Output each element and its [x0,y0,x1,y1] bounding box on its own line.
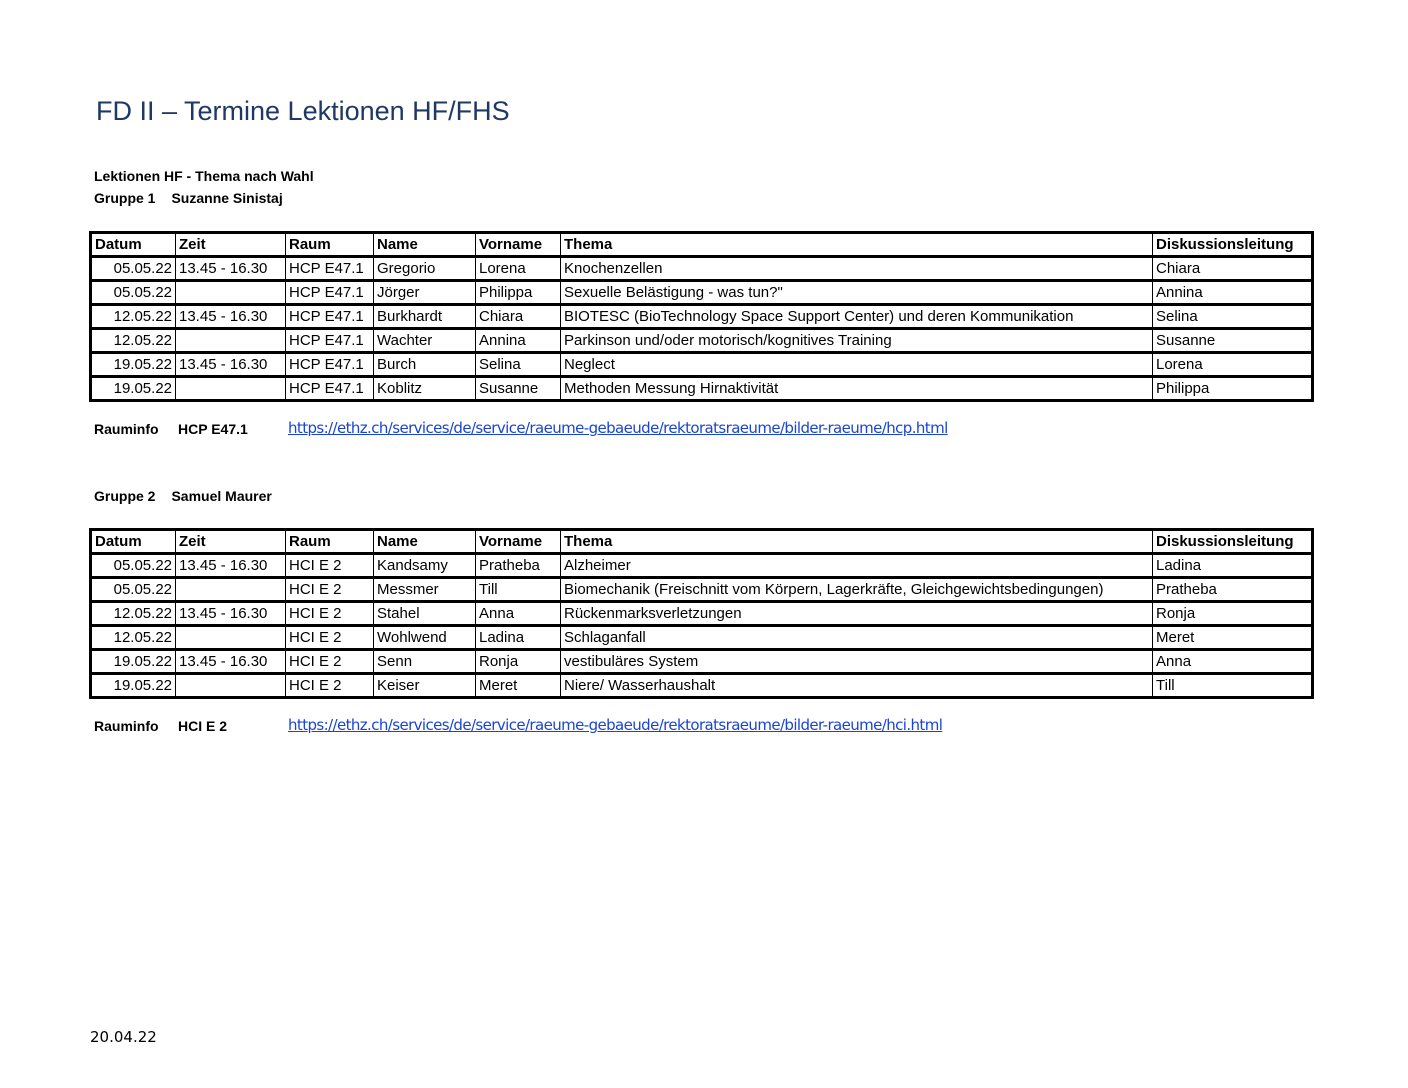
cell-zeit: 13.45 - 16.30 [176,602,286,626]
cell-datum: 12.05.22 [91,626,176,650]
cell-raum: HCI E 2 [286,578,374,602]
cell-name: Wohlwend [374,626,476,650]
cell-name: Koblitz [374,377,476,401]
cell-raum: HCI E 2 [286,650,374,674]
table-row [91,329,1313,353]
table-body [91,257,1313,401]
cell-vorname: Lorena [476,257,561,281]
cell-leitung: Meret [1153,626,1313,650]
cell-vorname: Till [476,578,561,602]
cell-raum: HCP E47.1 [286,281,374,305]
cell-zeit: 13.45 - 16.30 [176,257,286,281]
cell-vorname: Pratheba [476,554,561,578]
cell-leitung: Pratheba [1153,578,1313,602]
column-header: Name [374,233,476,257]
cell-datum: 19.05.22 [91,377,176,401]
cell-datum: 05.05.22 [91,578,176,602]
cell-thema: Biomechanik (Freischnitt vom Körpern, Lagerkräfte, Gleichgewichtsbedingungen) [561,578,1153,602]
table-row [91,554,1313,578]
table-row [91,578,1313,602]
cell-name: Jörger [374,281,476,305]
cell-vorname: Annina [476,329,561,353]
cell-name: Burch [374,353,476,377]
cell-datum: 05.05.22 [91,281,176,305]
cell-name: Wachter [374,329,476,353]
cell-datum: 12.05.22 [91,305,176,329]
section-subtitle: Lektionen HF - Thema nach Wahl [94,168,314,184]
cell-leitung: Philippa [1153,377,1313,401]
rauminfo-label: Rauminfo [94,421,159,437]
footer-date: 20.04.22 [90,1028,157,1046]
cell-zeit: 13.45 - 16.30 [176,554,286,578]
cell-thema: Knochenzellen [561,257,1153,281]
cell-datum: 05.05.22 [91,257,176,281]
cell-zeit [176,377,286,401]
column-header: Raum [286,530,374,554]
table-row [91,353,1313,377]
cell-datum: 05.05.22 [91,554,176,578]
cell-name: Burkhardt [374,305,476,329]
column-header: Datum [91,530,176,554]
cell-name: Gregorio [374,257,476,281]
table-row [91,257,1313,281]
cell-zeit [176,674,286,698]
cell-name: Keiser [374,674,476,698]
rauminfo-label: Rauminfo [94,718,159,734]
table-header-row [91,530,1313,554]
cell-vorname: Chiara [476,305,561,329]
cell-datum: 12.05.22 [91,329,176,353]
cell-thema: Alzheimer [561,554,1153,578]
cell-leitung: Selina [1153,305,1313,329]
table-row [91,674,1313,698]
column-header: Zeit [176,233,286,257]
group2-label: Gruppe 2 [94,488,156,504]
group2-rauminfo [94,718,228,734]
cell-thema: vestibuläres System [561,650,1153,674]
cell-leitung: Ladina [1153,554,1313,578]
cell-datum: 19.05.22 [91,650,176,674]
cell-thema: Methoden Messung Hirnaktivität [561,377,1153,401]
group1-room-link[interactable]: https://ethz.ch/services/de/service/raeume-gebaeude/rektoratsraeume/bilder-raeume/hcp.html [288,419,948,437]
cell-vorname: Susanne [476,377,561,401]
cell-raum: HCI E 2 [286,626,374,650]
cell-zeit: 13.45 - 16.30 [176,353,286,377]
cell-vorname: Philippa [476,281,561,305]
cell-name: Stahel [374,602,476,626]
column-header: Zeit [176,530,286,554]
table-row [91,305,1313,329]
cell-leitung: Lorena [1153,353,1313,377]
group1-schedule-table [89,231,1314,402]
table-row [91,602,1313,626]
cell-zeit: 13.45 - 16.30 [176,650,286,674]
group2-heading [94,488,272,504]
cell-thema: BIOTESC (BioTechnology Space Support Center) und deren Kommunikation [561,305,1153,329]
cell-zeit [176,626,286,650]
column-header: Vorname [476,233,561,257]
column-header: Diskussionsleitung [1153,530,1313,554]
column-header: Vorname [476,530,561,554]
cell-zeit [176,578,286,602]
cell-raum: HCP E47.1 [286,329,374,353]
group1-leader: Suzanne Sinistaj [171,190,283,206]
rauminfo-room: HCP E47.1 [178,421,248,437]
cell-vorname: Ladina [476,626,561,650]
column-header: Diskussionsleitung [1153,233,1313,257]
cell-raum: HCP E47.1 [286,305,374,329]
cell-datum: 19.05.22 [91,353,176,377]
cell-raum: HCP E47.1 [286,257,374,281]
group1-rauminfo [94,421,248,437]
cell-thema: Sexuelle Belästigung - was tun?" [561,281,1153,305]
cell-leitung: Chiara [1153,257,1313,281]
table-row [91,281,1313,305]
group1-heading [94,190,283,206]
cell-vorname: Anna [476,602,561,626]
cell-zeit [176,281,286,305]
rauminfo-room: HCI E 2 [178,718,228,734]
cell-vorname: Selina [476,353,561,377]
column-header: Thema [561,233,1153,257]
table-body [91,554,1313,698]
cell-vorname: Ronja [476,650,561,674]
cell-thema: Niere/ Wasserhaushalt [561,674,1153,698]
cell-thema: Schlaganfall [561,626,1153,650]
page-title: FD II – Termine Lektionen HF/FHS [96,96,510,126]
cell-zeit [176,329,286,353]
cell-raum: HCP E47.1 [286,353,374,377]
table-header-row [91,233,1313,257]
group1-label: Gruppe 1 [94,190,156,206]
group2-room-link[interactable]: https://ethz.ch/services/de/service/raeume-gebaeude/rektoratsraeume/bilder-raeume/hci.html [288,716,943,734]
cell-raum: HCI E 2 [286,674,374,698]
cell-datum: 19.05.22 [91,674,176,698]
cell-leitung: Susanne [1153,329,1313,353]
cell-thema: Neglect [561,353,1153,377]
column-header: Name [374,530,476,554]
cell-raum: HCI E 2 [286,554,374,578]
cell-datum: 12.05.22 [91,602,176,626]
cell-vorname: Meret [476,674,561,698]
cell-name: Senn [374,650,476,674]
column-header: Raum [286,233,374,257]
group2-schedule-table [89,528,1314,699]
cell-name: Messmer [374,578,476,602]
cell-thema: Parkinson und/oder motorisch/kognitives Training [561,329,1153,353]
cell-zeit: 13.45 - 16.30 [176,305,286,329]
table-row [91,650,1313,674]
cell-raum: HCI E 2 [286,602,374,626]
cell-leitung: Annina [1153,281,1313,305]
table-row [91,377,1313,401]
column-header: Datum [91,233,176,257]
cell-leitung: Ronja [1153,602,1313,626]
group2-leader: Samuel Maurer [171,488,272,504]
cell-leitung: Anna [1153,650,1313,674]
cell-thema: Rückenmarksverletzungen [561,602,1153,626]
cell-raum: HCP E47.1 [286,377,374,401]
column-header: Thema [561,530,1153,554]
cell-leitung: Till [1153,674,1313,698]
table-row [91,626,1313,650]
cell-name: Kandsamy [374,554,476,578]
